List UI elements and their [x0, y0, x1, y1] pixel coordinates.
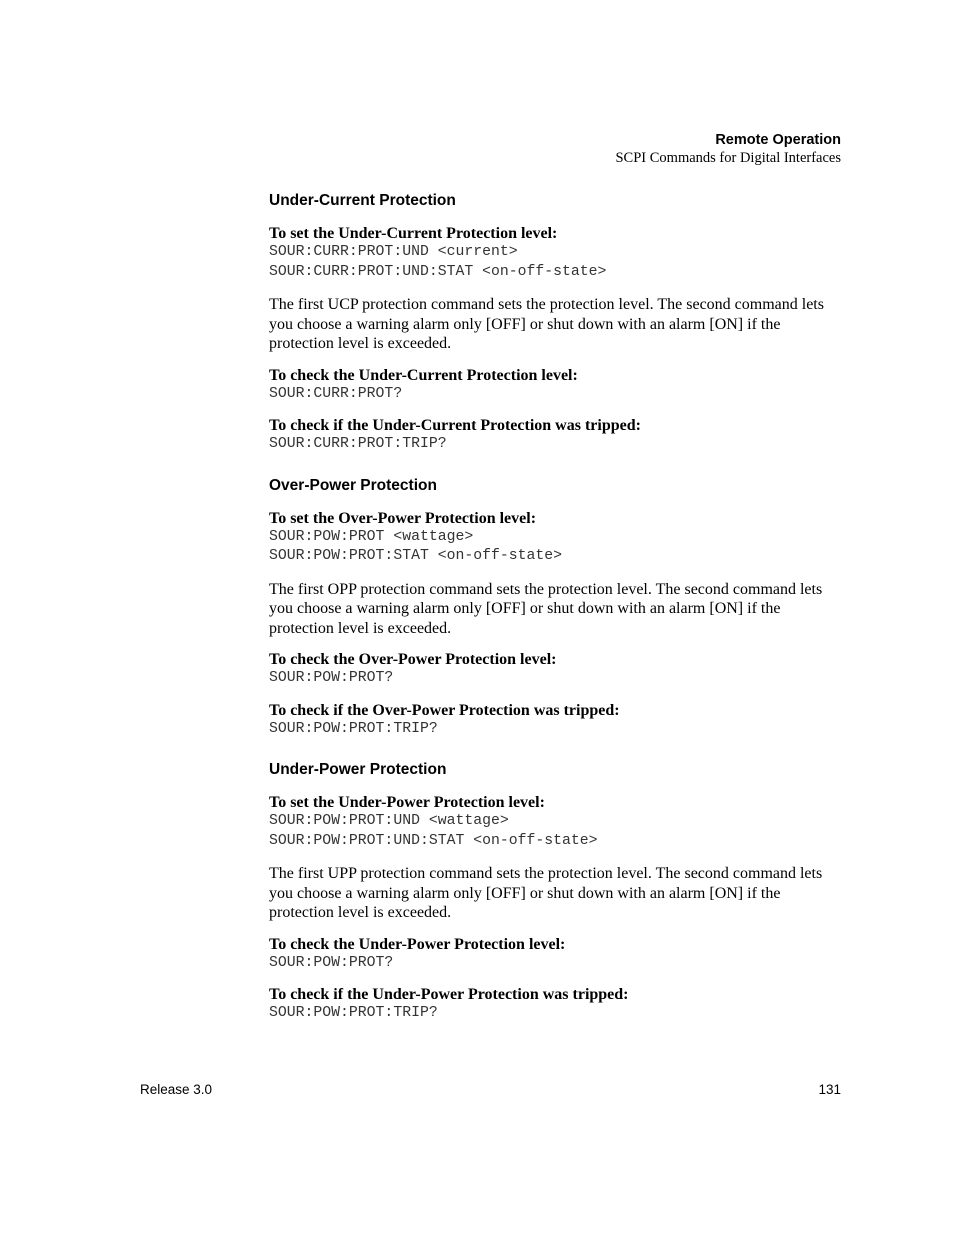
set-level-block	[269, 793, 844, 851]
section-under-power-protection	[269, 759, 844, 1024]
footer-release: Release 3.0	[140, 1082, 213, 1097]
check-level-block	[269, 366, 844, 405]
description-paragraph: The first OPP protection command sets the protection level. The second command lets you choose a warning alarm only [OFF] or shut down with an alarm [ON] if the protection level is exceeded.	[269, 580, 823, 637]
main-content	[269, 190, 844, 1024]
command-code: SOUR:CURR:PROT:TRIP?	[269, 436, 447, 452]
set-level-label: To set the Under-Power Protection level:	[269, 794, 545, 811]
check-level-block	[269, 650, 844, 689]
check-trip-block	[269, 416, 844, 455]
page-header	[615, 131, 841, 168]
command-code: SOUR:POW:PROT?	[269, 670, 394, 686]
command-code: SOUR:POW:PROT:TRIP?	[269, 720, 438, 737]
section-over-power-protection	[269, 475, 844, 740]
set-level-label: To set the Over-Power Protection level:	[269, 509, 537, 527]
section-title: Under-Current Protection	[269, 192, 456, 209]
check-trip-block	[269, 701, 844, 740]
command-code: SOUR:POW:PROT <wattage>	[269, 528, 474, 545]
check-level-label: To check the Under-Power Protection level:	[269, 935, 566, 953]
description-paragraph: The first UCP protection command sets the protection level. The second command lets you choose a warning alarm only [OFF] or shut down with an alarm [ON] if the protection level is exceeded.	[269, 296, 824, 352]
section-title: Under-Power Protection	[269, 761, 447, 778]
command-code: SOUR:POW:PROT:STAT <on-off-state>	[269, 548, 563, 564]
set-level-block	[269, 224, 844, 282]
check-level-label: To check the Over-Power Protection level:	[269, 651, 557, 668]
set-level-block	[269, 509, 844, 567]
section-under-current-protection	[269, 190, 844, 455]
check-trip-block	[269, 985, 844, 1024]
command-code: SOUR:CURR:PROT?	[269, 385, 403, 402]
header-chapter-title: Remote Operation	[715, 132, 841, 148]
command-code: SOUR:POW:PROT:UND <wattage>	[269, 813, 509, 829]
command-code: SOUR:CURR:PROT:UND <current>	[269, 244, 518, 260]
command-code: SOUR:POW:PROT:TRIP?	[269, 1005, 438, 1021]
section-title: Over-Power Protection	[269, 476, 437, 494]
check-trip-label: To check if the Under-Power Protection was tripped:	[269, 986, 629, 1003]
set-level-label: To set the Under-Current Protection level:	[269, 225, 558, 242]
check-trip-label: To check if the Over-Power Protection was tripped:	[269, 701, 620, 719]
check-level-block	[269, 935, 844, 974]
footer-page-number: 131	[818, 1082, 841, 1097]
command-code: SOUR:CURR:PROT:UND:STAT <on-off-state>	[269, 263, 607, 280]
command-code: SOUR:POW:PROT:UND:STAT <on-off-state>	[269, 832, 598, 849]
header-section-title: SCPI Commands for Digital Interfaces	[615, 150, 841, 166]
description-paragraph: The first UPP protection command sets the protection level. The second command lets you choose a warning alarm only [OFF] or shut down with an alarm [ON] if the protection level is exceeded.	[269, 865, 823, 921]
command-code: SOUR:POW:PROT?	[269, 954, 394, 971]
check-trip-label: To check if the Under-Current Protection was tripped:	[269, 417, 641, 434]
check-level-label: To check the Under-Current Protection level:	[269, 366, 578, 384]
